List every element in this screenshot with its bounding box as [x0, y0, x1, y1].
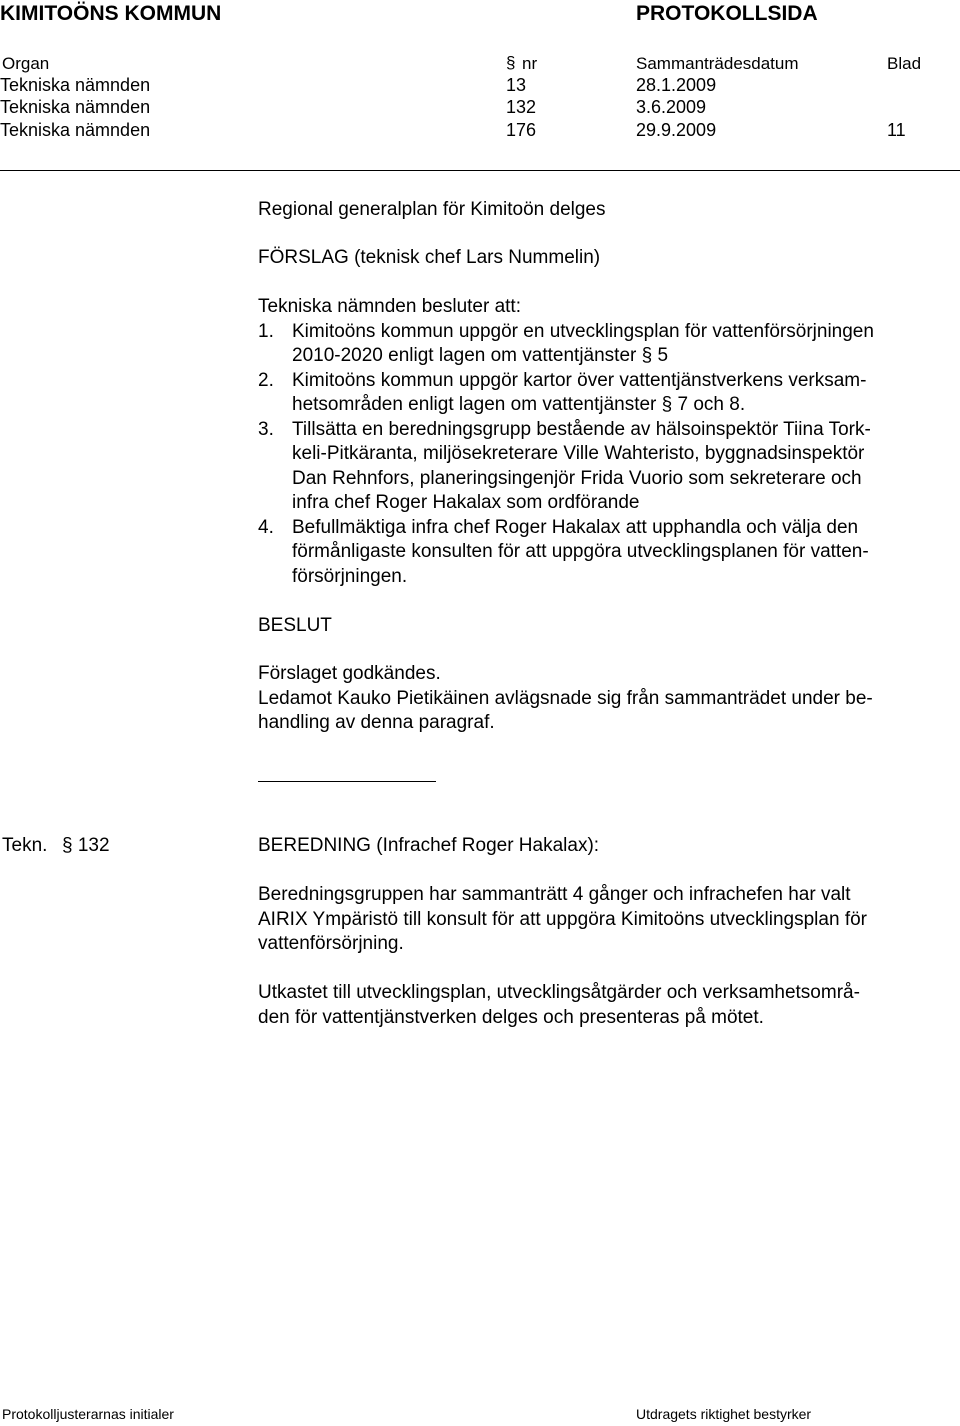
row-nr: 13: [506, 75, 527, 95]
list-item: 3. Tillsätta en beredningsgrupp bestående av hälsoinspektör Tiina Tork- keli-Pitkäranta, miljösekreterare Ville Wahteristo, byggnadsinspektör Dan Rehnfors, planeringsingenjör Frida Vuorio som sekreterare och infra chef Roger Hakalax som ordförande: [258, 418, 948, 516]
preparation-heading: BEREDNING (Infrachef Roger Hakalax):: [258, 835, 600, 856]
decision-list-block: [258, 295, 948, 589]
draft-paragraph: [258, 981, 948, 1030]
paragraph-line: vattenförsörjning.: [258, 933, 404, 954]
organ-abbreviation: Tekn.: [2, 835, 48, 856]
decision-heading: BESLUT: [258, 615, 332, 636]
header-divider: [0, 170, 960, 171]
paragraph-line: AIRIX Ympäristö till konsult för att uppgöra Kimitoöns utvecklingsplan för: [258, 908, 867, 930]
column-page: Blad: [887, 54, 922, 73]
row-page: 11: [887, 120, 906, 140]
paragraph-line: Utkastet till utvecklingsplan, utvecklingsåtgärder och verksamhetsområ-: [258, 982, 860, 1003]
row-date: 29.9.2009: [636, 120, 717, 140]
item-line: försörjningen.: [292, 565, 408, 587]
preparation-paragraph: [258, 883, 948, 957]
item-line: Befullmäktiga infra chef Roger Hakalax att upphandla och välja den: [292, 516, 859, 538]
section-sign-header: §: [506, 53, 516, 72]
separator-line: [258, 781, 436, 782]
paragraph-line: den för vattentjänstverken delges och presenteras på mötet.: [258, 1006, 764, 1028]
item-line: 2010-2020 enligt lagen om vattentjänster § 5: [292, 345, 669, 366]
decision-line: Ledamot Kauko Pietikäinen avlägsnade sig från sammanträdet under be-: [258, 687, 873, 709]
row-nr: 132: [506, 97, 537, 117]
decision-text: [258, 662, 948, 736]
item-line: Kimitoöns kommun uppgör en utvecklingsplan för vattenförsörjningen: [292, 320, 874, 342]
row-date: 28.1.2009: [636, 75, 717, 95]
item-line: förmånligaste konsulten för att uppgöra utvecklingsplanen för vatten-: [292, 541, 869, 562]
decision-line: handling av denna paragraf.: [258, 712, 495, 733]
column-organ: Organ: [2, 54, 50, 73]
item-line: infra chef Roger Hakalax som ordförande: [292, 492, 640, 513]
decision-line: Förslaget godkändes.: [258, 663, 441, 684]
row-nr: 176: [506, 120, 537, 140]
row-organ: Tekniska nämnden: [0, 75, 151, 95]
row-date: 3.6.2009: [636, 97, 707, 117]
item-line: Dan Rehnfors, planeringsingenjör Frida Vuorio som sekreterare och: [292, 467, 862, 489]
paragraph-reference: § 132: [62, 835, 110, 856]
municipality-name: KIMITOÖNS KOMMUN: [0, 2, 222, 25]
footer-certification-label: Utdragets riktighet bestyrker: [636, 1406, 812, 1422]
paragraph-line: Beredningsgruppen har sammanträtt 4 gånger och infrachefen har valt: [258, 884, 851, 905]
list-item: 1. Kimitoöns kommun uppgör en utvecklingsplan för vattenförsörjningen 2010-2020 enligt lagen om vattentjänster § 5: [258, 320, 948, 369]
footer-initials-label: Protokolljusterarnas initialer: [2, 1406, 174, 1422]
list-item: 2. Kimitoöns kommun uppgör kartor över vattentjänstverkens verksam- hetsområden enligt lagen om vattentjänster § 7 och 8.: [258, 369, 948, 418]
item-line: Kimitoöns kommun uppgör kartor över vattentjänstverkens verksam-: [292, 369, 867, 391]
row-organ: Tekniska nämnden: [0, 120, 151, 140]
column-nr: nr: [522, 54, 538, 73]
decides-intro: Tekniska nämnden besluter att:: [258, 296, 521, 317]
proposal-heading: FÖRSLAG (teknisk chef Lars Nummelin): [258, 247, 601, 268]
document-type: PROTOKOLLSIDA: [636, 2, 818, 25]
item-line: keli-Pitkäranta, miljösekreterare Ville Wahteristo, byggnadsinspektör: [292, 443, 865, 464]
list-item: 4. Befullmäktiga infra chef Roger Hakalax att upphandla och välja den förmånligaste konsulten för att uppgöra utvecklingsplanen för vatten- försörjningen.: [258, 516, 948, 590]
section-title: Regional generalplan för Kimitoön delges: [258, 199, 606, 220]
item-line: Tillsätta en beredningsgrupp bestående av hälsoinspektör Tiina Tork-: [292, 418, 871, 440]
column-date: Sammanträdesdatum: [636, 54, 799, 73]
decision-items: [258, 320, 948, 590]
row-organ: Tekniska nämnden: [0, 97, 151, 117]
item-line: hetsområden enligt lagen om vattentjänster § 7 och 8.: [292, 394, 746, 415]
